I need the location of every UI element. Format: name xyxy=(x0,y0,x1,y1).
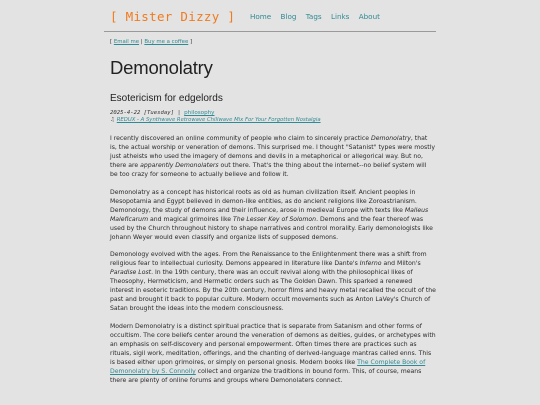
paragraph: Modern Demonolatry is a distinct spiritual practice that is separate from Satanism and other forms of occultism. The core beliefs center around the veneration of demons as deities, guides, or archetypes with an emphasis on self-discovery and personal empowerment. Often times there are practices such as rituals, sigil work, meditation, offerings, and the chanting of derived-language mantras called enns. This is based either upon grimoires, or simply on personal gnosis. Modern books like The Complete Book of Demonolatry by S. Connolly collect and organize the traditions in bound form. This, of course, means there are plenty of online forums and groups where Demonolaters connect. xyxy=(110,322,436,384)
coffee-link[interactable]: Buy me a coffee xyxy=(144,39,189,45)
site-logo[interactable]: [ Mister Dizzy ] xyxy=(110,9,236,24)
page-subtitle: Esotericism for edgelords xyxy=(110,93,223,104)
paragraph: Demonolatry as a concept has historical roots as old as human civilization itself. Ancient peoples in Mesopotamia and Egypt believed in demon-like entities, as do ancient religions like Zoroastrianism. Demonology, the study of demons and their influence, arose in medieval Europe with texts like Malleus Maleficarum and magical grimoires like The Lesser Key of Solomon. Demons and the fear thereof was used by the Church throughout history to shape narratives and control morality. Early demonologists like Johann Weyer would even classify and organize lists of supposed demons. xyxy=(110,188,433,241)
post-meta xyxy=(110,110,436,116)
nav-blog[interactable]: Blog xyxy=(280,12,297,21)
page-title: Demonolatry xyxy=(110,57,213,78)
paragraph: I recently discovered an online community of people who claim to sincerely practice Demonolatry, that is, the actual worship or veneration of demons. This surprised me. I thought "Satanist" types were mostly just atheists who used the imagery of demons and devils in a metaphorical or allegorical way. But no, there are apparently Demonolaters out there. That's the thing about the internet--no belief system will be too crazy for someone to actually believe and follow it. xyxy=(110,135,435,178)
nav-about[interactable]: About xyxy=(358,12,380,21)
music-link[interactable]: REDUX - A Synthwave Retrowave Chillwave Mix For Your Forgotten Nostalgia xyxy=(116,117,321,123)
main-nav xyxy=(250,12,387,21)
paragraph: Demonology evolved with the ages. From the Renaissance to the Enlightenment there was a shift from religious fear to intellectual curiosity. Demons appeared in literature like Dante's Inferno and Milton's Paradise Lost. In the 19th century, there was an occult revival along with the philosophical likes of Theosophy, Hermeticism, and Hermetic orders such as The Golden Dawn. This sparked a renewed interest in esoteric traditions. By the 20th century, horror films and heavy metal recalled the occult of the past and brought it back to popular culture. Modern occult movements such as Anton LaVey's Church of Satan brought the ideas into the modern consciousness. xyxy=(110,251,436,313)
email-link[interactable]: Email me xyxy=(113,39,140,45)
nav-home[interactable]: Home xyxy=(250,12,272,21)
article xyxy=(110,35,436,393)
tag-link[interactable]: philosophy xyxy=(184,110,215,116)
post-date: 2025-4-22 [Tuesday] xyxy=(110,110,174,116)
nav-tags[interactable]: Tags xyxy=(305,12,322,21)
link-separator: | xyxy=(140,39,143,45)
nav-links[interactable]: Links xyxy=(330,12,350,21)
book-link[interactable]: The Complete Book of Demonolatry by S. Connolly xyxy=(110,358,426,375)
article-body xyxy=(110,134,436,385)
now-playing xyxy=(110,117,436,123)
contact-links: [ Email me | Buy me a coffee ] xyxy=(110,39,193,45)
music-note-icon: ♫ xyxy=(110,117,115,123)
meta-separator: | xyxy=(177,110,181,116)
header-divider xyxy=(104,31,436,32)
site-header xyxy=(0,0,540,31)
